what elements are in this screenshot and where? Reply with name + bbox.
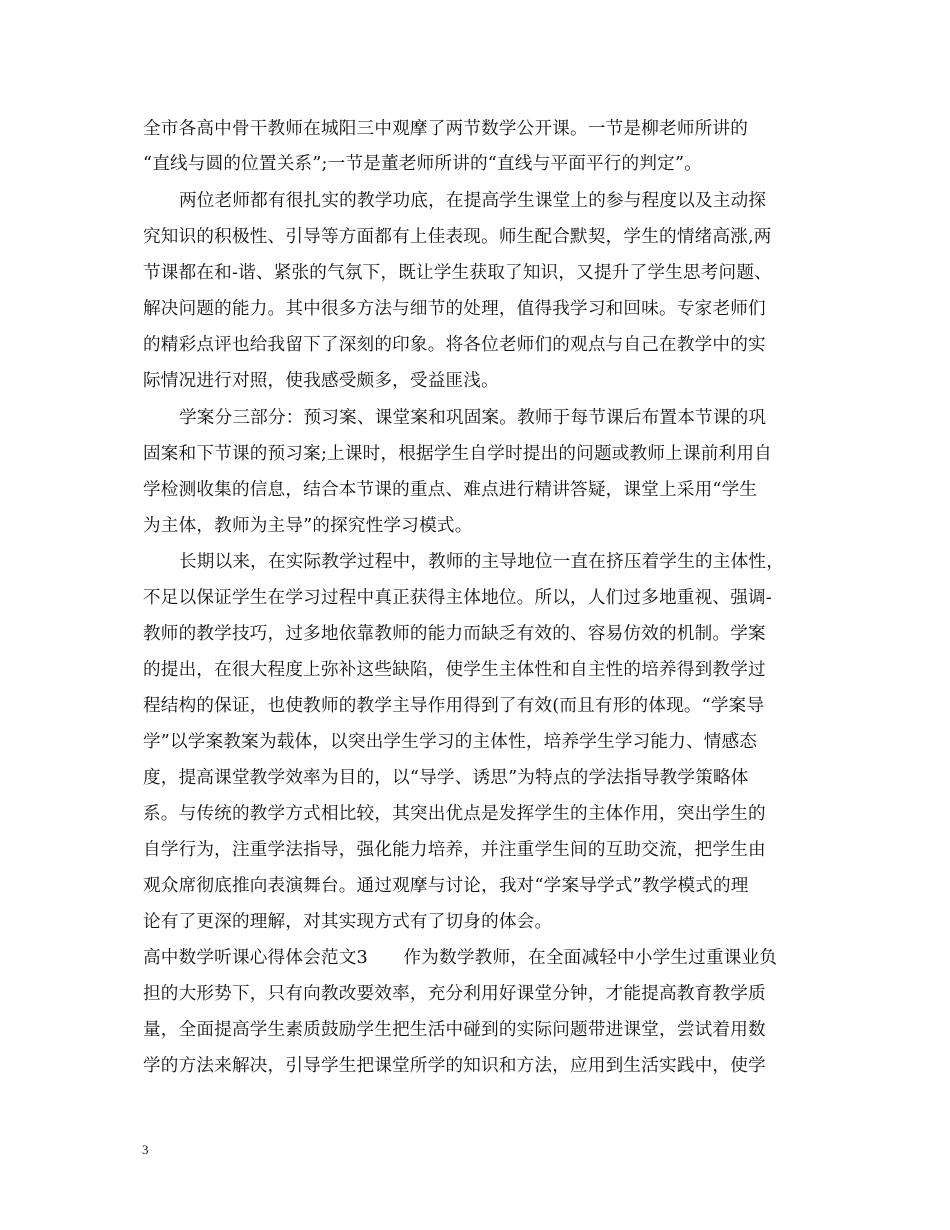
text-line: 的精彩点评也给我留下了深刻的印象。将各位老师们的观点与自己在教学中的实 [143,335,766,355]
text-line: 学检测收集的信息，结合本节课的重点、难点进行精讲答疑，课堂上采用“学生 [143,480,758,500]
text-line: “直线与圆的位置关系”;一节是董老师所讲的“直线与平面平行的判定”。 [143,154,702,174]
section-heading-line: 高中数学听课心得体会范文3 作为数学教师，在全面减轻中小学生过重课业负 [143,948,778,968]
text-line: 论有了更深的理解，对其实现方式有了切身的体会。 [143,912,553,932]
text-line: 系。与传统的教学方式相比较，其突出优点是发挥学生的主体作用，突出学生的 [143,804,766,824]
paragraph-first-line: 长期以来，在实际教学过程中，教师的主导地位一直在挤压着学生的主体性， [179,552,784,572]
text-line: 究知识的积极性、引导等方面都有上佳表现。师生配合默契，学生的情绪高涨,两 [143,227,772,247]
text-line: 自学行为，注重学法指导，强化能力培养，并注重学生间的互助交流，把学生由 [143,840,766,860]
page-number: 3 [142,1142,149,1157]
text-line: 观众席彻底推向表演舞台。通过观摩与讨论，我对“学案导学式”教学模式的理 [143,876,749,896]
paragraph-first-line: 两位老师都有很扎实的教学功底，在提高学生课堂上的参与程度以及主动探 [179,191,767,211]
text-line: 固案和下节课的预习案;上课时，根据学生自学时提出的问题或教师上课前利用自 [143,444,772,464]
text-line: 度，提高课堂教学效率为目的，以“导学、诱思”为特点的学法指导教学策略体 [143,768,749,788]
text-line: 解决问题的能力。其中很多方法与细节的处理，值得我学习和回味。专家老师们 [143,299,766,319]
text-line: 的提出，在很大程度上弥补这些缺陷，使学生主体性和自主性的培养得到教学过 [143,660,766,680]
text-line: 为主体，教师为主导”的探究性学习模式。 [143,516,473,536]
paragraph-first-line: 学案分三部分：预习案、课堂案和巩固案。教师于每节课后布置本节课的巩 [179,408,767,428]
text-line: 全市各高中骨干教师在城阳三中观摩了两节数学公开课。一节是柳老师所讲的 [143,119,748,139]
text-line: 学的方法来解决，引导学生把课堂所学的知识和方法，应用到生活实践中，使学 [143,1056,766,1076]
text-line: 际情况进行对照，使我感受颇多，受益匪浅。 [143,371,499,391]
text-line: 教师的教学技巧，过多地依靠教师的能力而缺乏有效的、容易仿效的机制。学案 [143,624,766,644]
text-line: 量，全面提高学生素质鼓励学生把生活中碰到的实际问题带进课堂，尝试着用数 [143,1020,766,1040]
text-line: 程结构的保证，也使教师的教学主导作用得到了有效(而且有形的体现。“学案导 [143,696,765,716]
text-line: 节课都在和-谐、紧张的气氛下，既让学生获取了知识，又提升了学生思考问题、 [143,263,772,283]
text-line: 学”以学案教案为载体，以突出学生学习的主体性，培养学生学习能力、情感态 [143,732,758,752]
text-line: 不足以保证学生在学习过程中真正获得主体地位。所以，人们过多地重视、强调- [143,588,772,608]
text-line: 担的大形势下，只有向教改要效率，充分利用好课堂分钟，才能提高教育教学质 [143,984,766,1004]
